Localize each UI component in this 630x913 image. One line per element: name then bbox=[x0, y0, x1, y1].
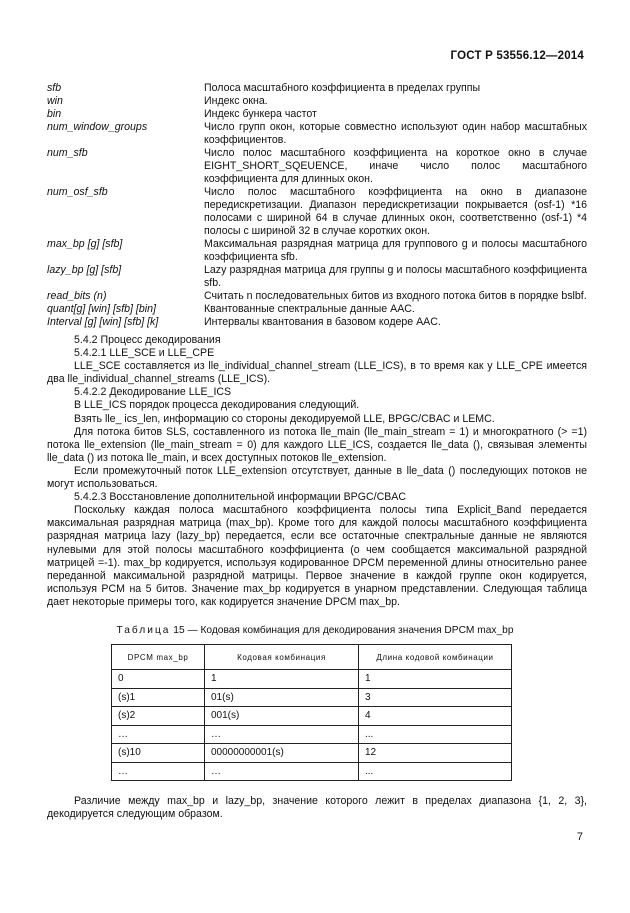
section-heading-5-4-2: 5.4.2 Процесс декодирования bbox=[74, 334, 221, 346]
def-desc: Число групп окон, которые совместно используют один набор масштабных коэффициентов. bbox=[204, 121, 587, 146]
paragraph-extension-missing: Если промежуточный поток LLE_extension отсутствует, данные в lle_data () последующих потоков не могут использоваться. bbox=[47, 464, 587, 491]
table-cell: … bbox=[205, 762, 359, 781]
def-desc: Максимальная разрядная матрица для группового g и полосы масштабного коэффициента sfb. bbox=[204, 238, 587, 263]
paragraph-difference: Различие между max_bp и lazy_bp, значение которого лежит в пределах диапазона {1, 2, 3}, декодируется следующим образом. bbox=[47, 795, 587, 821]
page-number: 7 bbox=[576, 831, 583, 843]
table-cell: … bbox=[205, 725, 359, 744]
definition-list bbox=[47, 82, 587, 329]
definition-row bbox=[47, 186, 587, 238]
table-caption bbox=[0, 625, 630, 636]
definition-row bbox=[47, 238, 587, 264]
paragraph-sls-stream: Для потока битов SLS, составленного из потока lle_main (lle_main_stream = 1) и многократного (> =1) потока lle_extension (lle_main_stream = 0) для каждого LLE_ICS, создается lle_data (), связывая элементы lle_data () из потока lle_main, и всех доступных потоков lle_extension. bbox=[47, 425, 587, 464]
def-term: read_bits (n) bbox=[47, 290, 107, 302]
table-cell: (s)10 bbox=[112, 744, 205, 763]
def-desc: Число полос масштабного коэффициента на окно в диапазоне передискретизации. Диапазон передискретизации покрывается (osf-1) *16 полосами с шириной 64 в случае длинных окон, соответственно (osf-1) *4 полосы с шириной 32 в случае коротких окон. bbox=[204, 186, 587, 237]
table-cell: 3 bbox=[359, 688, 512, 707]
table-cell: … bbox=[112, 762, 205, 781]
table-row bbox=[112, 744, 512, 763]
def-desc: Считать n последовательных битов из входного потока битов в порядке bslbf. bbox=[204, 290, 587, 302]
table-row bbox=[112, 688, 512, 707]
def-desc: Индекс окна. bbox=[204, 95, 268, 107]
table-cell: 00000000001(s) bbox=[205, 744, 359, 763]
definition-row bbox=[47, 147, 587, 186]
closing-text bbox=[47, 795, 587, 821]
def-term: bin bbox=[47, 108, 62, 120]
paragraph-take-info: Взять lle_ ics_len, информацию со стороны декодируемой LLE, BPGC/CBAC и LEMC. bbox=[74, 412, 495, 425]
table-row bbox=[112, 707, 512, 726]
table-header-cell: Кодовая комбинация bbox=[205, 645, 359, 670]
table-cell: (s)1 bbox=[112, 688, 205, 707]
definition-row bbox=[47, 121, 587, 147]
table-header-cell: DPCM max_bp bbox=[112, 645, 205, 670]
def-desc: Полоса масштабного коэффициента в пределах группы bbox=[204, 82, 481, 94]
section-heading-5-4-2-2: 5.4.2.2 Декодирование LLE_ICS bbox=[74, 386, 232, 399]
dpcm-table bbox=[111, 644, 512, 781]
table-caption-prefix: Таблица bbox=[116, 625, 171, 636]
def-desc: Квантованные спектральные данные AAC. bbox=[204, 303, 415, 315]
section-heading-5-4-2-1: 5.4.2.1 LLE_SCE и LLE_CPE bbox=[74, 347, 215, 360]
definition-row bbox=[47, 82, 587, 95]
table-cell: 12 bbox=[359, 744, 512, 763]
table-cell: (s)2 bbox=[112, 707, 205, 726]
table-cell: 1 bbox=[359, 670, 512, 689]
paragraph-lle-sce: LLE_SCE составляется из lle_individual_channel_stream (LLE_ICS), в то время как у LLE_CPE имеется два lle_individual_channel_streams (LLE_ICS). bbox=[47, 360, 587, 386]
definition-row bbox=[47, 316, 587, 329]
table-cell: 01(s) bbox=[205, 688, 359, 707]
def-desc: Интервалы квантования в базовом кодере AAC. bbox=[204, 316, 441, 328]
table-header-cell: Длина кодовой комбинации bbox=[359, 645, 512, 670]
table-row bbox=[112, 670, 512, 689]
def-desc: Число полос масштабного коэффициента на короткое окно в случае EIGHT_SHORT_SQEUENCE, иначе число полос масштабного коэффициента для длинных окон. bbox=[204, 147, 587, 185]
def-desc: Индекс бункера частот bbox=[204, 108, 317, 120]
def-term: max_bp [g] [sfb] bbox=[47, 238, 123, 250]
def-term: num_osf_sfb bbox=[47, 186, 108, 198]
def-term: quant[g] [win] [sfb] [bin] bbox=[47, 303, 156, 315]
table-header-row bbox=[112, 645, 512, 670]
def-term: num_sfb bbox=[47, 147, 88, 159]
paragraph-decoding-order: В LLE_ICS порядок процесса декодирования следующий. bbox=[74, 399, 360, 412]
table-row bbox=[112, 725, 512, 744]
table-cell: ... bbox=[359, 725, 512, 744]
table-caption-text: 15 — Кодовая комбинация для декодирования значения DPCM max_bp bbox=[173, 625, 514, 636]
definition-row bbox=[47, 95, 587, 108]
definition-row bbox=[47, 303, 587, 316]
definition-row bbox=[47, 264, 587, 290]
def-term: num_window_groups bbox=[47, 121, 148, 133]
document-header: ГОСТ Р 53556.12—2014 bbox=[450, 50, 584, 62]
def-term: Interval [g] [win] [sfb] [k] bbox=[47, 316, 159, 328]
paragraph-max-bp: Поскольку каждая полоса масштабного коэффициента полосы типа Explicit_Band передается максимальная разрядная матрица (max_bp). Кроме того для каждой полосы масштабного коэффициента разрядная матрица lazy (lazy_bp) передается, если все остаточные спектральные данные не являются нулевыми для этой полосы масштабного коэффициента (о чем сообщается максимальной разрядной матрицей =-1). max_bp кодируется, используя кодированное DPCM переменной длины относительно ранее переданной максимальной разрядной матрицы. Первое значение в каждой группе окон кодируется, используя PCM на 5 битов. Значение max_bp кодируется в унарном представлении. Следующая таблица дает некоторые примеры того, как кодируется значение DPCM max_bp. bbox=[47, 504, 587, 608]
table-cell: 1 bbox=[205, 670, 359, 689]
def-term: sfb bbox=[47, 82, 62, 94]
table-row bbox=[112, 762, 512, 781]
definition-row bbox=[47, 290, 587, 303]
table-cell: 0 bbox=[112, 670, 205, 689]
table-cell: 001(s) bbox=[205, 707, 359, 726]
body-text bbox=[47, 334, 587, 609]
table-cell: 4 bbox=[359, 707, 512, 726]
section-heading-5-4-2-3: 5.4.2.3 Восстановление дополнительной информации BPGC/CBAC bbox=[74, 491, 407, 504]
def-term: lazy_bp [g] [sfb] bbox=[47, 264, 122, 276]
def-term: win bbox=[47, 95, 63, 107]
definition-row bbox=[47, 108, 587, 121]
def-desc: Lazy разрядная матрица для группы g и полосы масштабного коэффициента sfb. bbox=[204, 264, 587, 289]
table-cell: ... bbox=[359, 762, 512, 781]
table-cell: … bbox=[112, 725, 205, 744]
